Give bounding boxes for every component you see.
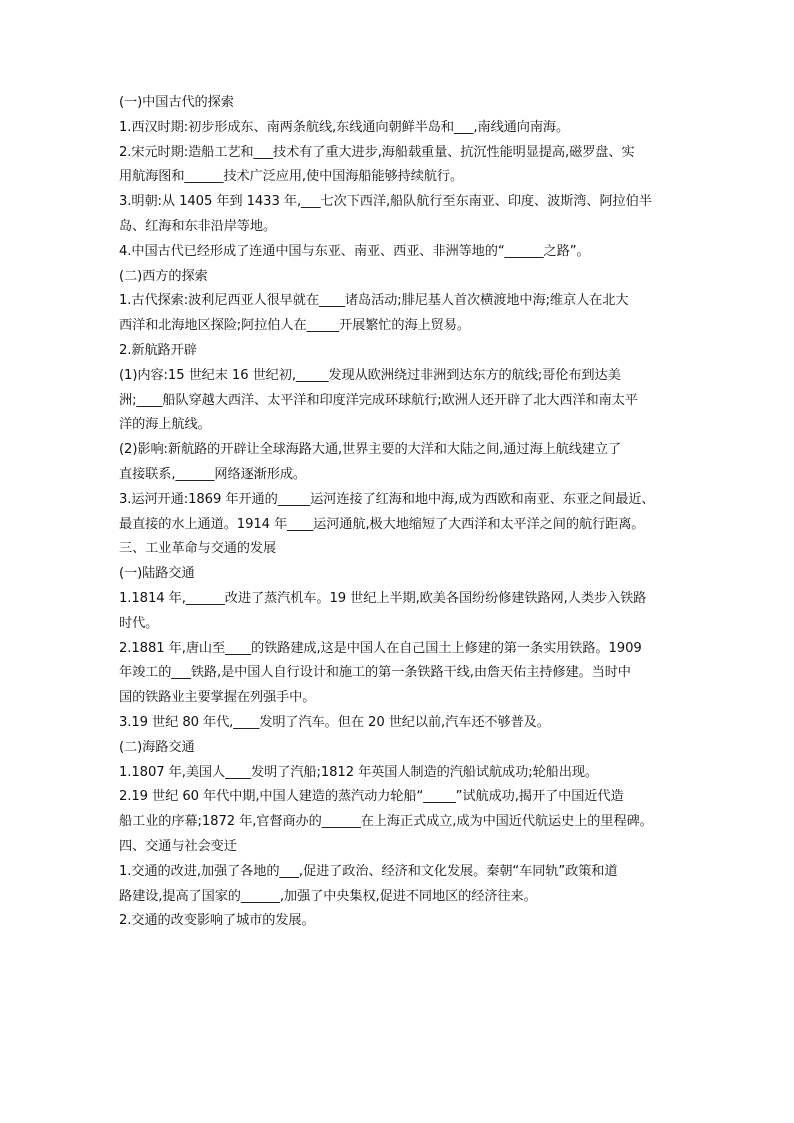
section-heading: (二)西方的探索: [119, 268, 208, 284]
paragraph-line: 洋的海上航线。: [119, 417, 211, 433]
paragraph-line: 岛、红海和东非沿岸等地。: [119, 218, 277, 234]
section-heading: 2.新航路开辟: [119, 342, 197, 358]
paragraph-line: (1)内容:15 世纪末 16 世纪初,_____发现从欧洲绕过非洲到达东方的航线;哥伦布到达美: [119, 367, 621, 383]
paragraph-line: 国的铁路业主要掌握在列强手中。: [119, 690, 316, 706]
paragraph-line: 直接联系,______网络逐渐形成。: [119, 466, 307, 482]
section-heading: (一)陆路交通: [119, 566, 195, 582]
section-heading: (一)中国古代的探索: [119, 95, 234, 110]
section-heading: (二)海路交通: [119, 739, 195, 755]
section-heading: 四、交通与社会变迁: [119, 838, 237, 854]
paragraph-line: 1.西汉时期:初步形成东、南两条航线,东线通向朝鲜半岛和___,南线通向南海。: [119, 119, 570, 135]
paragraph-line: 2.19 世纪 60 年代中期,中国人建造的蒸汽动力轮船“_____”试航成功,揭开了中国近代造: [119, 789, 624, 805]
paragraph-line: 路建设,提高了国家的______,加强了中央集权,促进不同地区的经济往来。: [119, 888, 537, 904]
paragraph-line: 年竣工的___铁路,是中国人自行设计和施工的第一条铁路干线,由詹天佑主持修建。当时中: [119, 665, 631, 681]
paragraph-line: 2.交通的改变影响了城市的发展。: [119, 913, 315, 929]
paragraph-line: 4.中国古代已经形成了连通中国与东亚、南亚、西亚、非洲等地的“______之路”。: [119, 243, 590, 259]
paragraph-line: 1.1807 年,美国人____发明了汽船;1812 年英国人制造的汽船试航成功;轮船出现。: [119, 764, 599, 780]
paragraph-line: 洲;____船队穿越大西洋、太平洋和印度洋完成环球航行;欧洲人还开辟了北大西洋和南太平: [119, 392, 638, 408]
paragraph-line: 1.交通的改进,加强了各地的___,促进了政治、经济和文化发展。秦朝“车同轨”政策和道: [119, 863, 618, 879]
paragraph-line: 最直接的水上通道。1914 年____运河通航,极大地缩短了大西洋和太平洋之间的航行距离。: [119, 516, 645, 532]
paragraph-line: (2)影响:新航路的开辟让全球海路大通,世界主要的大洋和大陆之间,通过海上航线建立了: [119, 442, 622, 458]
paragraph-line: 2.1881 年,唐山至____的铁路建成,这是中国人在自己国土上修建的第一条实用铁路。1909: [119, 640, 642, 656]
paragraph-line: 3.明朝:从 1405 年到 1433 年,___七次下西洋,船队航行至东南亚、印度、波斯湾、阿拉伯半: [119, 194, 652, 210]
paragraph-line: 时代。: [119, 615, 159, 631]
paragraph-line: 西洋和北海地区探险;阿拉伯人在_____开展繁忙的海上贸易。: [119, 318, 470, 334]
paragraph-line: 3.运河开通:1869 年开通的_____运河连接了红海和地中海,成为西欧和南亚、东亚之间最近、: [119, 491, 655, 507]
paragraph-line: 2.宋元时期:造船工艺和___技术有了重大进步,海船载重量、抗沉性能明显提高,磁罗盘、实: [119, 144, 635, 160]
paragraph-line: 用航海图和______技术广泛应用,使中国海船能够持续航行。: [119, 169, 464, 185]
section-heading: 三、工业革命与交通的发展: [119, 541, 277, 557]
paragraph-line: 船工业的序幕;1872 年,官督商办的______在上海正式成立,成为中国近代航运史上的里程碑。: [119, 814, 653, 830]
paragraph-line: 1.1814 年,______改进了蒸汽机车。19 世纪上半期,欧美各国纷纷修建铁路网,人类步入铁路: [119, 590, 647, 606]
document-page: [119, 93, 681, 936]
paragraph-line: 3.19 世纪 80 年代,____发明了汽车。但在 20 世纪以前,汽车还不够普及。: [119, 714, 550, 730]
paragraph-line: 1.古代探索:波利尼西亚人很早就在____诸岛活动;腓尼基人首次横渡地中海;维京人在北大: [119, 293, 629, 309]
